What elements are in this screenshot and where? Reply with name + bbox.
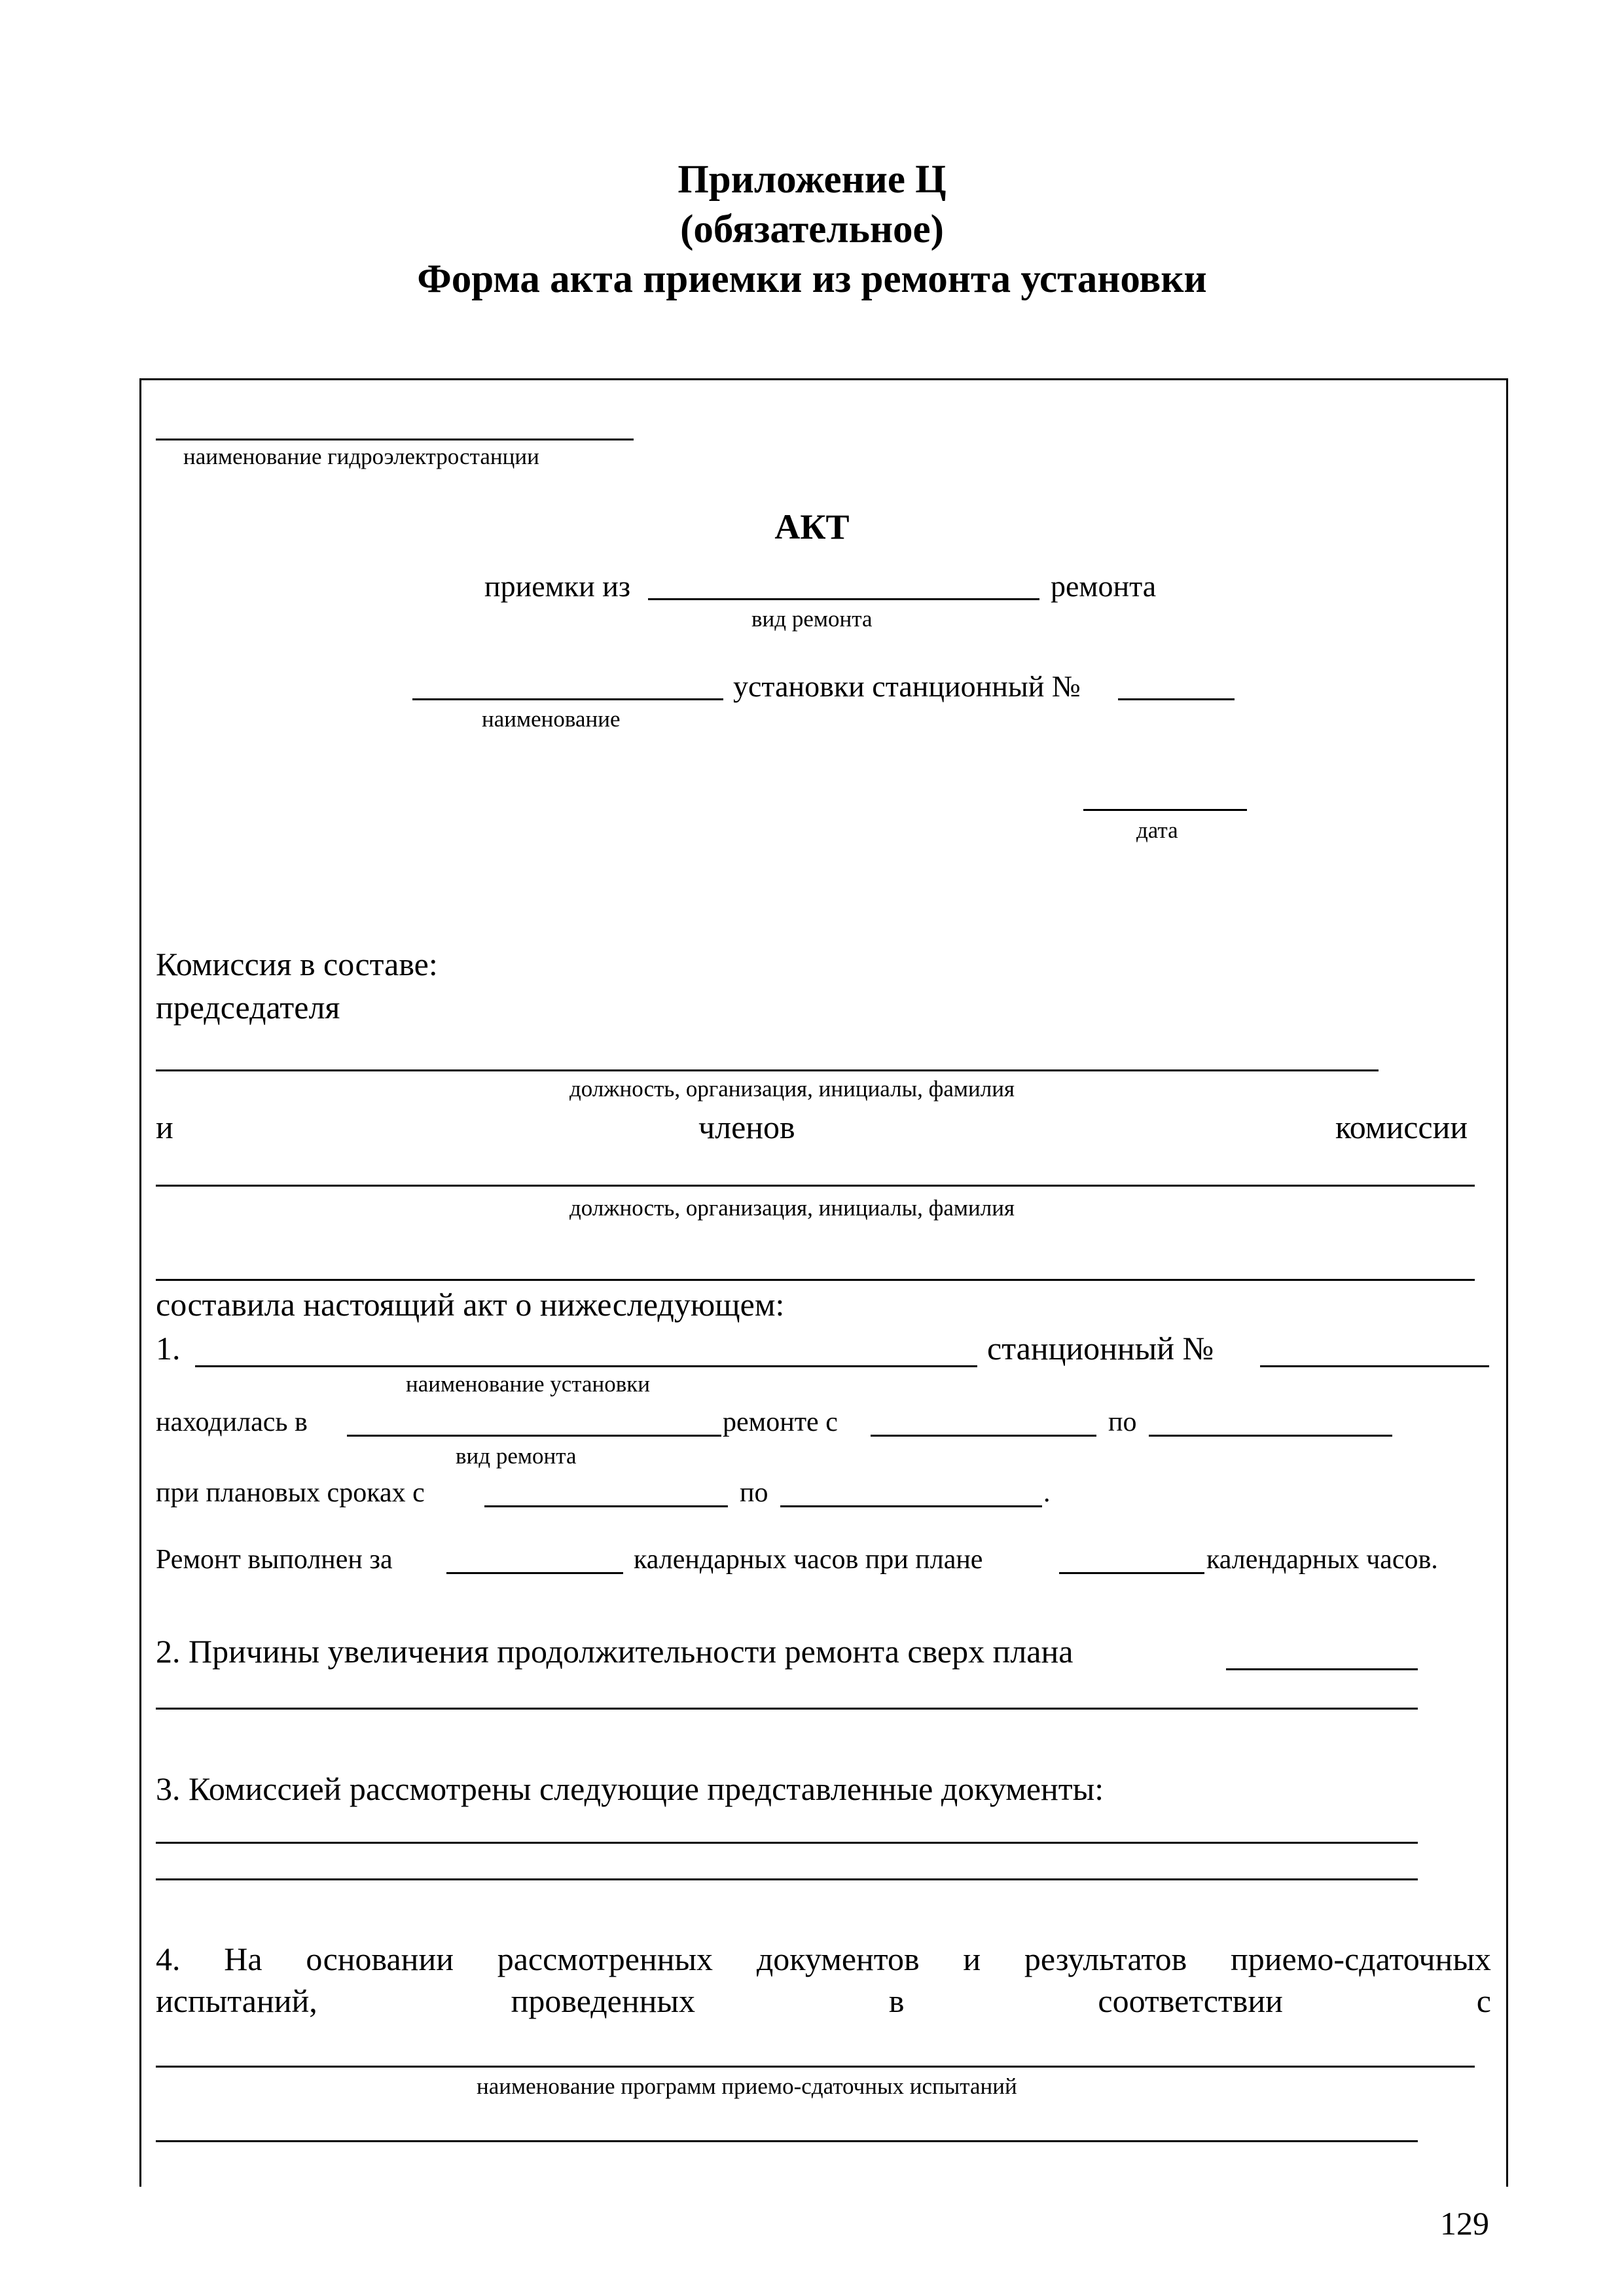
programs-line-2 — [156, 2140, 1418, 2142]
acceptance-suffix: ремонта — [1051, 569, 1157, 603]
item2-inline-line — [1226, 1668, 1418, 1670]
item3-line-2 — [156, 1878, 1418, 1880]
repair-end-line — [1149, 1435, 1392, 1437]
planned-start-line — [484, 1505, 728, 1507]
appendix-status: (обязательное) — [680, 207, 944, 251]
unit-name-line — [412, 698, 723, 700]
item1-station-no: станционный № — [987, 1330, 1214, 1367]
to-word-2: по — [740, 1478, 768, 1508]
chairman-caption: должность, организация, инициалы, фамилия — [569, 1076, 1015, 1102]
item4-word: испытаний, — [156, 1982, 317, 2019]
repair-from-text: ремонте с — [723, 1407, 838, 1437]
repair-type-line — [648, 598, 1039, 600]
programs-line — [156, 2066, 1475, 2068]
planned-period: . — [1043, 1478, 1051, 1508]
item1-unit-line — [195, 1365, 977, 1367]
members-caption: должность, организация, инициалы, фамилия — [569, 1195, 1015, 1221]
item4-word: и — [963, 1941, 981, 1977]
repair-type-line-2 — [347, 1435, 721, 1437]
chairman-label: председателя — [156, 989, 340, 1026]
item4-word: результатов — [1024, 1941, 1187, 1977]
was-in-text: находилась в — [156, 1407, 308, 1437]
item2-text: 2. Причины увеличения продолжительности ремонта сверх плана — [156, 1633, 1074, 1670]
chairman-line — [156, 1069, 1379, 1071]
calendar-hours-plan-text: календарных часов при плане — [634, 1545, 983, 1575]
date-caption: дата — [1136, 817, 1178, 843]
repair-done-text: Ремонт выполнен за — [156, 1545, 393, 1575]
item4-word: приемо-сдаточных — [1230, 1941, 1491, 1977]
unit-station-no-text: установки станционный № — [733, 670, 1081, 703]
item4-word: основании — [306, 1941, 454, 1977]
date-line — [1083, 809, 1247, 811]
repair-start-line — [871, 1435, 1096, 1437]
composed-text: составила настоящий акт о нижеследующем: — [156, 1286, 785, 1323]
members-word: членов — [698, 1109, 795, 1145]
actual-hours-line — [446, 1572, 623, 1574]
item2-line — [156, 1708, 1418, 1710]
item4-word: 4. — [156, 1941, 181, 1977]
plan-hours-line — [1059, 1572, 1204, 1574]
item1-station-no-line — [1260, 1365, 1489, 1367]
members-line-1 — [156, 1185, 1475, 1187]
item4-word: с — [1476, 1982, 1491, 2019]
form-frame — [139, 378, 1508, 2187]
name-caption: наименование — [482, 706, 621, 732]
page-number: 129 — [1440, 2205, 1489, 2242]
item4-line-2 — [156, 1984, 1491, 2017]
act-title: АКТ — [774, 507, 850, 547]
hpp-name-caption: наименование гидроэлектростанции — [183, 444, 539, 469]
item4-word: соответствии — [1098, 1982, 1283, 2019]
item4-word: документов — [756, 1941, 920, 1977]
item4-word: проведенных — [511, 1982, 695, 2019]
to-word-1: по — [1108, 1407, 1137, 1437]
planned-end-line — [780, 1505, 1042, 1507]
item4-word: На — [224, 1941, 262, 1977]
repair-type-caption-2: вид ремонта — [456, 1443, 577, 1469]
station-no-line — [1118, 698, 1235, 700]
item4-word: рассмотренных — [497, 1941, 713, 1977]
calendar-hours-end-text: календарных часов. — [1206, 1545, 1438, 1575]
members-and: и — [156, 1109, 173, 1145]
item3-text: 3. Комиссией рассмотрены следующие представленные документы: — [156, 1770, 1104, 1807]
item4-line-1 — [156, 1943, 1491, 1975]
planned-dates-text: при плановых сроках с — [156, 1478, 425, 1508]
programs-caption: наименование программ приемо-сдаточных испытаний — [477, 2073, 1017, 2099]
commission-label: Комиссия в составе: — [156, 946, 438, 982]
members-commission: комиссии — [1335, 1109, 1468, 1145]
form-title: Форма акта приемки из ремонта установки — [417, 257, 1207, 301]
unit-name-caption: наименование установки — [406, 1371, 651, 1397]
item3-line-1 — [156, 1842, 1418, 1844]
members-line-2 — [156, 1279, 1475, 1281]
hpp-name-line — [156, 439, 634, 440]
appendix-title: Приложение Ц — [677, 158, 947, 202]
item4-word: в — [888, 1982, 905, 2019]
acceptance-prefix: приемки из — [484, 569, 631, 603]
item1-number: 1. — [156, 1330, 181, 1367]
repair-type-caption: вид ремонта — [751, 606, 873, 632]
